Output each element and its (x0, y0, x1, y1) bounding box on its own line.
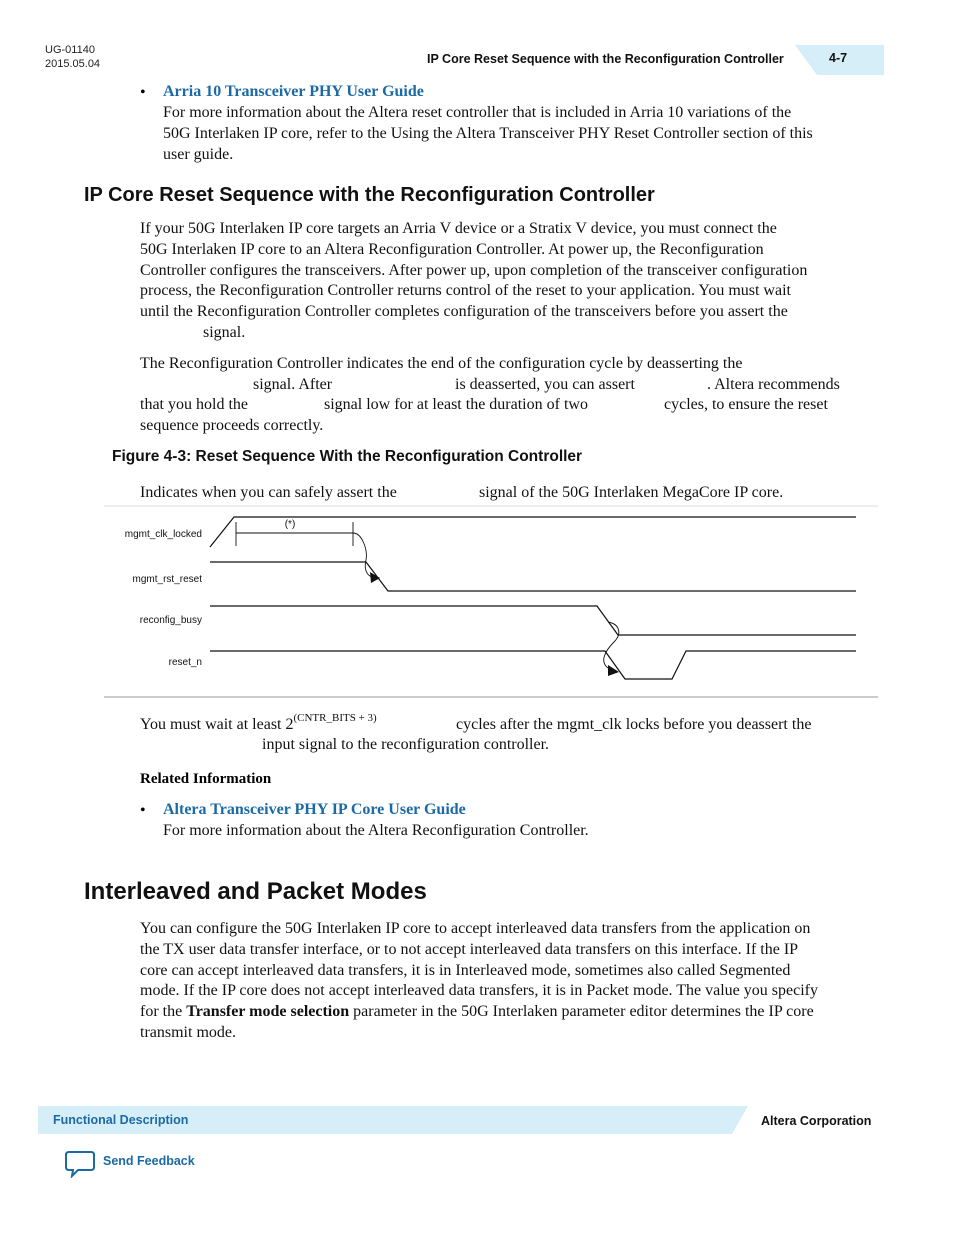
doc-date: 2015.05.04 (45, 58, 101, 70)
arrow-head-icon (608, 665, 619, 676)
speech-bubble-icon[interactable] (64, 1150, 96, 1178)
dependency-arrow-2 (604, 622, 619, 668)
text-line: mode. If the IP core does not accept interleaved data transfers, it is in Packet mode. The value you specify (140, 982, 818, 1000)
arria10-description (163, 103, 813, 165)
para2-line3-c: cycles, to ensure the reset (664, 396, 828, 413)
figure-caption: Figure 4-3: Reset Sequence With the Reconfiguration Controller (112, 448, 583, 465)
text-line: process, the Reconfiguration Controller returns control of the reset to your application. You must wait (140, 282, 791, 300)
interleaved-paragraph (140, 919, 818, 1044)
bullet-marker: • (140, 802, 146, 819)
timing-marker: (*) (284, 519, 296, 530)
footer-chapter[interactable]: Functional Description (53, 1113, 189, 1127)
figure-intro-b: signal of the 50G Interlaken MegaCore IP core. (479, 484, 784, 501)
parameter-name: Transfer mode selection (186, 1003, 350, 1021)
waveform-mgmt-clk-locked (210, 517, 856, 547)
text-line: Controller configures the transceivers. After power up, upon completion of the transceiver configuration (140, 261, 808, 279)
arria10-guide-link[interactable]: Arria 10 Transceiver PHY User Guide (163, 83, 424, 100)
send-feedback-link[interactable]: Send Feedback (103, 1154, 195, 1168)
waveform-reconfig-busy (210, 606, 856, 635)
text-line: signal. (203, 323, 246, 341)
text-line: until the Reconfiguration Controller completes configuration of the transceivers before you assert the (140, 303, 788, 321)
footer-company: Altera Corporation (761, 1114, 872, 1128)
text-line: 50G Interlaken IP core, refer to the Using the Altera Transceiver PHY Reset Controller section of this (163, 124, 813, 142)
related-description: For more information about the Altera Reconfiguration Controller. (163, 822, 589, 839)
text-line (140, 1002, 818, 1023)
para2-line1: The Reconfiguration Controller indicates the end of the configuration cycle by deasserting the (140, 355, 743, 372)
page-number: 4-7 (829, 51, 848, 65)
waveform-reset-n (210, 622, 856, 679)
section-heading-interleaved-modes: Interleaved and Packet Modes (84, 878, 427, 905)
text-line: 50G Interlaken IP core to an Altera Reconfiguration Controller. At power up, the Reconfiguration (140, 240, 764, 258)
signal-label-reset-n: reset_n (168, 657, 202, 668)
timing-diagram (100, 500, 880, 700)
figure-note-line1-b: cycles after the mgmt_clk locks before you deassert the (456, 716, 812, 733)
para2-line3-b: signal low for at least the duration of two (324, 396, 588, 413)
document-id (45, 43, 100, 71)
figure-note-line2: input signal to the reconfiguration controller. (262, 736, 550, 753)
signal-label-reconfig-busy: reconfig_busy (139, 615, 202, 626)
reset-sequence-paragraph-1 (140, 219, 807, 344)
waveform-mgmt-rst-reset (210, 533, 856, 591)
note-superscript: (CNTR_BITS + 3) (293, 712, 377, 724)
text-line: If your 50G Interlaken IP core targets an Arria V device or a Stratix V device, you must connect the (140, 220, 777, 237)
figure-note-line1 (140, 712, 377, 737)
signal-label-mgmt-clk-locked: mgmt_clk_locked (124, 529, 202, 540)
note-text: You must wait at least 2 (140, 716, 294, 733)
text-line: You can configure the 50G Interlaken IP core to accept interleaved data transfers from the application on (140, 920, 811, 937)
text-line: core can accept interleaved data transfers, it is in Interleaved mode, sometimes also called Segmented (140, 961, 791, 979)
figure-intro-a: Indicates when you can safely assert the (140, 484, 397, 501)
section-heading-reset-sequence: IP Core Reset Sequence with the Reconfiguration Controller (84, 184, 655, 206)
doc-number: UG-01140 (45, 44, 95, 56)
para2-line2-c: . Altera recommends (707, 376, 840, 393)
dependency-arrow-1 (353, 533, 372, 577)
para2-line4: sequence proceeds correctly. (140, 417, 324, 434)
para2-line2-b: is deasserted, you can assert (455, 376, 635, 393)
running-header-title: IP Core Reset Sequence with the Reconfiguration Controller (427, 52, 784, 66)
text-line: For more information about the Altera reset controller that is included in Arria 10 variations of the (163, 104, 792, 121)
text-line: transmit mode. (140, 1023, 236, 1041)
text-fragment: for the (140, 1003, 183, 1021)
related-info-heading: Related Information (140, 771, 272, 787)
transceiver-phy-guide-link[interactable]: Altera Transceiver PHY IP Core User Guide (163, 801, 466, 818)
para2-line3-a: that you hold the (140, 396, 248, 413)
text-fragment: parameter in the 50G Interlaken parameter editor determines the IP core (353, 1003, 814, 1021)
text-line: user guide. (163, 145, 234, 163)
signal-label-mgmt-rst-reset: mgmt_rst_reset (132, 574, 202, 585)
para2-line2-a: signal. After (253, 376, 333, 393)
text-line: the TX user data transfer interface, or to not accept interleaved data transfers on this interface. If the IP (140, 940, 799, 958)
bullet-marker: • (140, 84, 146, 101)
